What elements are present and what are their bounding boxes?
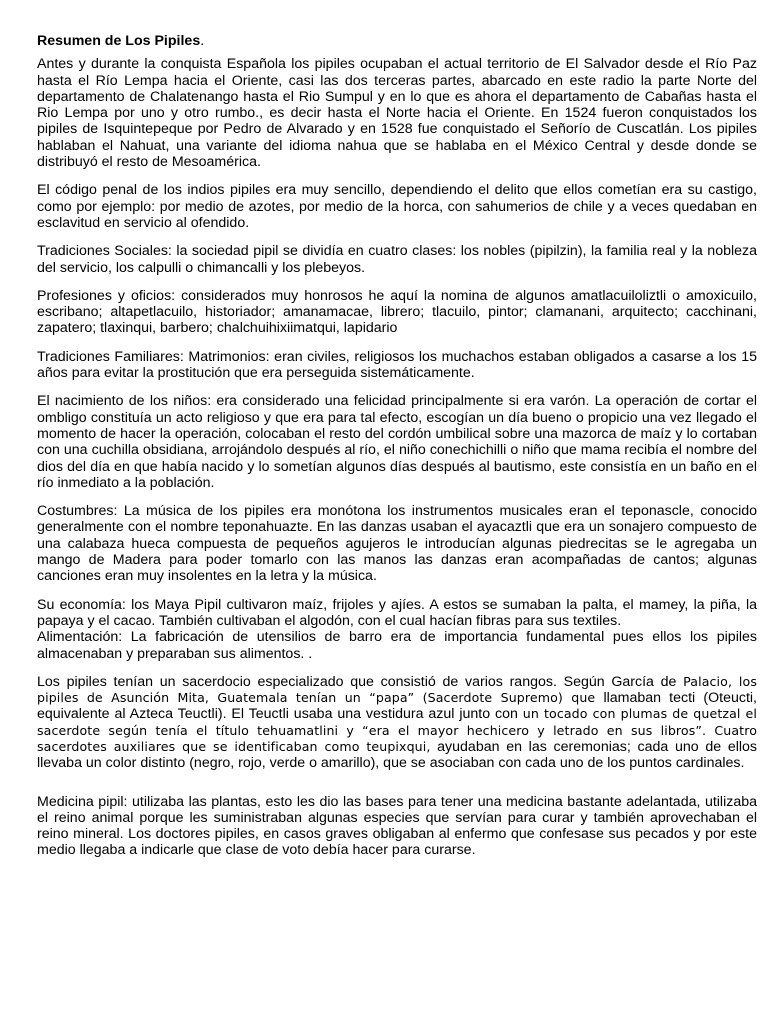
- sacerdocio-text-5: ayudaban en las ceremonias; cada uno de ellos llevaba un color distinto (negro, rojo, verde o amarillo), que se asociaban con cada uno de los puntos cardinales.: [37, 738, 757, 772]
- paragraph-economia: Su economía: los Maya Pipil cultivaron maíz, frijoles y ajíes. A estos se sumaban la palta, el mamey, la piña, la papaya y el cacao. También cultivaban el algodón, con el cual hacían fibras para sus textiles.: [37, 596, 757, 629]
- document-title: [37, 33, 757, 49]
- sacerdocio-text-2: Palacio, los pipiles de Asunción Mita, Guatemala tenían un “papa” (Sacerdote Supremo) que: [37, 673, 757, 706]
- paragraph-costumbres: Costumbres: La música de los pipiles era monótona los instrumentos musicales eran el teponascle, conocido generalmente con el nombre teponahuazte. En las danzas usaban el ayacaztli que era un sonajero compuesto de una calabaza hueca compuesta de pequeños agujeros le introducían algunas piedrecitas se le agregaba un mango de Madera para poder tomarlo con las manos las danzas eran acompañadas de cantos; algunas canciones eran muy insolentes en la letra y la música.: [37, 503, 757, 585]
- paragraph-sacerdocio: [37, 674, 757, 772]
- paragraph-profesiones: Profesiones y oficios: considerados muy honrosos he aquí la nomina de algunos amatlacuiloliztli o amoxicuilo, escribano; altapetlacuilo, historiador; amanamacae, librero; tlacuilo, pintor; clamanani, arquitecto; cacchinani, zapatero; tlaxinqui, barbero; chalchuihixiimatqui, lapidario: [37, 287, 757, 337]
- sacerdocio-text-4: un tocado con plumas de quetzal el sacerdote según tenía el título tehuamatlini y “era el mayor hechicero y letrado en sus libros”. Cuatro sacerdotes auxiliares que se identificaban como teupixqui,: [37, 706, 757, 754]
- sacerdocio-text-1: Los pipiles tenían un sacerdocio especializado que consistió de varios rangos. Según García de: [37, 673, 684, 690]
- paragraph-tradiciones-sociales: Tradiciones Sociales: la sociedad pipil se dividía en cuatro clases: los nobles (pipilzin), la familia real y la nobleza del servicio, los calpulli o chimancalli y los plebeyos.: [37, 243, 757, 276]
- sacerdocio-text-3: llamaban tecti (Oteucti, equivalente al Azteca Teuctli). El Teuctli usaba una vestidura azul junto con: [37, 690, 757, 723]
- paragraph-codigo-penal: El código penal de los indios pipiles era muy sencillo, dependiendo el delito que ellos cometían era su castigo, como por ejemplo: por medio de azotes, por medio de la horca, con sahumerios de chile y a veces quedaban en esclavitud en servicio al ofendido.: [37, 182, 757, 231]
- paragraph-medicina: Medicina pipil: utilizaba las plantas, esto les dio las bases para tener una medicina bastante adelantada, utilizaba el reino animal porque les suministraban algunas especies que servían para curar y también aprovechaban el reino mineral. Los doctores pipiles, en casos graves obligaban al enfermo que confesase sus pecados y por este medio llegaba a indicarle que clase de voto debía hacer para curarse.: [37, 793, 757, 859]
- title-period: .: [200, 33, 205, 49]
- paragraph-alimentacion: Alimentación: La fabricación de utensilios de barro era de importancia fundamental pues ellos los pipiles almacenaban y preparaban sus alimentos. .: [37, 629, 757, 662]
- paragraph-nacimiento: El nacimiento de los niños: era considerado una felicidad principalmente si era varón. La operación de cortar el ombligo constituía un acto religioso y que era para tal efecto, escogían un día bueno o propicio una vez llegado el momento de hacer la operación, colocaban el resto del cordón umbilical sobre una mazorca de maíz y lo cortaban con una cuchilla obsidiana, arrojándolo después al río, el niño conechichilli o niño que mama recibía el nombre del dios del día en que había nacido y lo sometían algunos días después al bautismo, este consistía en un baño en el río inmediato a la población.: [37, 393, 757, 491]
- title-text: Resumen de Los Pipiles: [37, 33, 201, 49]
- paragraph-tradiciones-familiares: Tradiciones Familiares: Matrimonios: eran civiles, religiosos los muchachos estaban obligados a casarse a los 15 años para evitar la prostitución que era perseguida sistemáticamente.: [37, 348, 757, 382]
- paragraph-territorio: Antes y durante la conquista Española los pipiles ocupaban el actual territorio de El Salvador desde el Río Paz hasta el Río Lempa hacia el Oriente, casi las dos terceras partes, abarcado en este radio la parte Norte del departamento de Chalatenango hasta el Rio Sumpul y en lo que es ahora el departamento de Cabañas hasta el Rio Lempa por uno y otro rumbo., es decir hasta el Norte hacia el Oriente. En 1524 fueron conquistados los pipiles de Isquintepeque por Pedro de Alvarado y en 1528 fue conquistado el Señorío de Cuscatlán. Los pipiles hablaban el Nahuat, una variante del idioma nahua que se hablaba en el México Central y desde donde se distribuyó el resto de Mesoamérica.: [37, 56, 757, 171]
